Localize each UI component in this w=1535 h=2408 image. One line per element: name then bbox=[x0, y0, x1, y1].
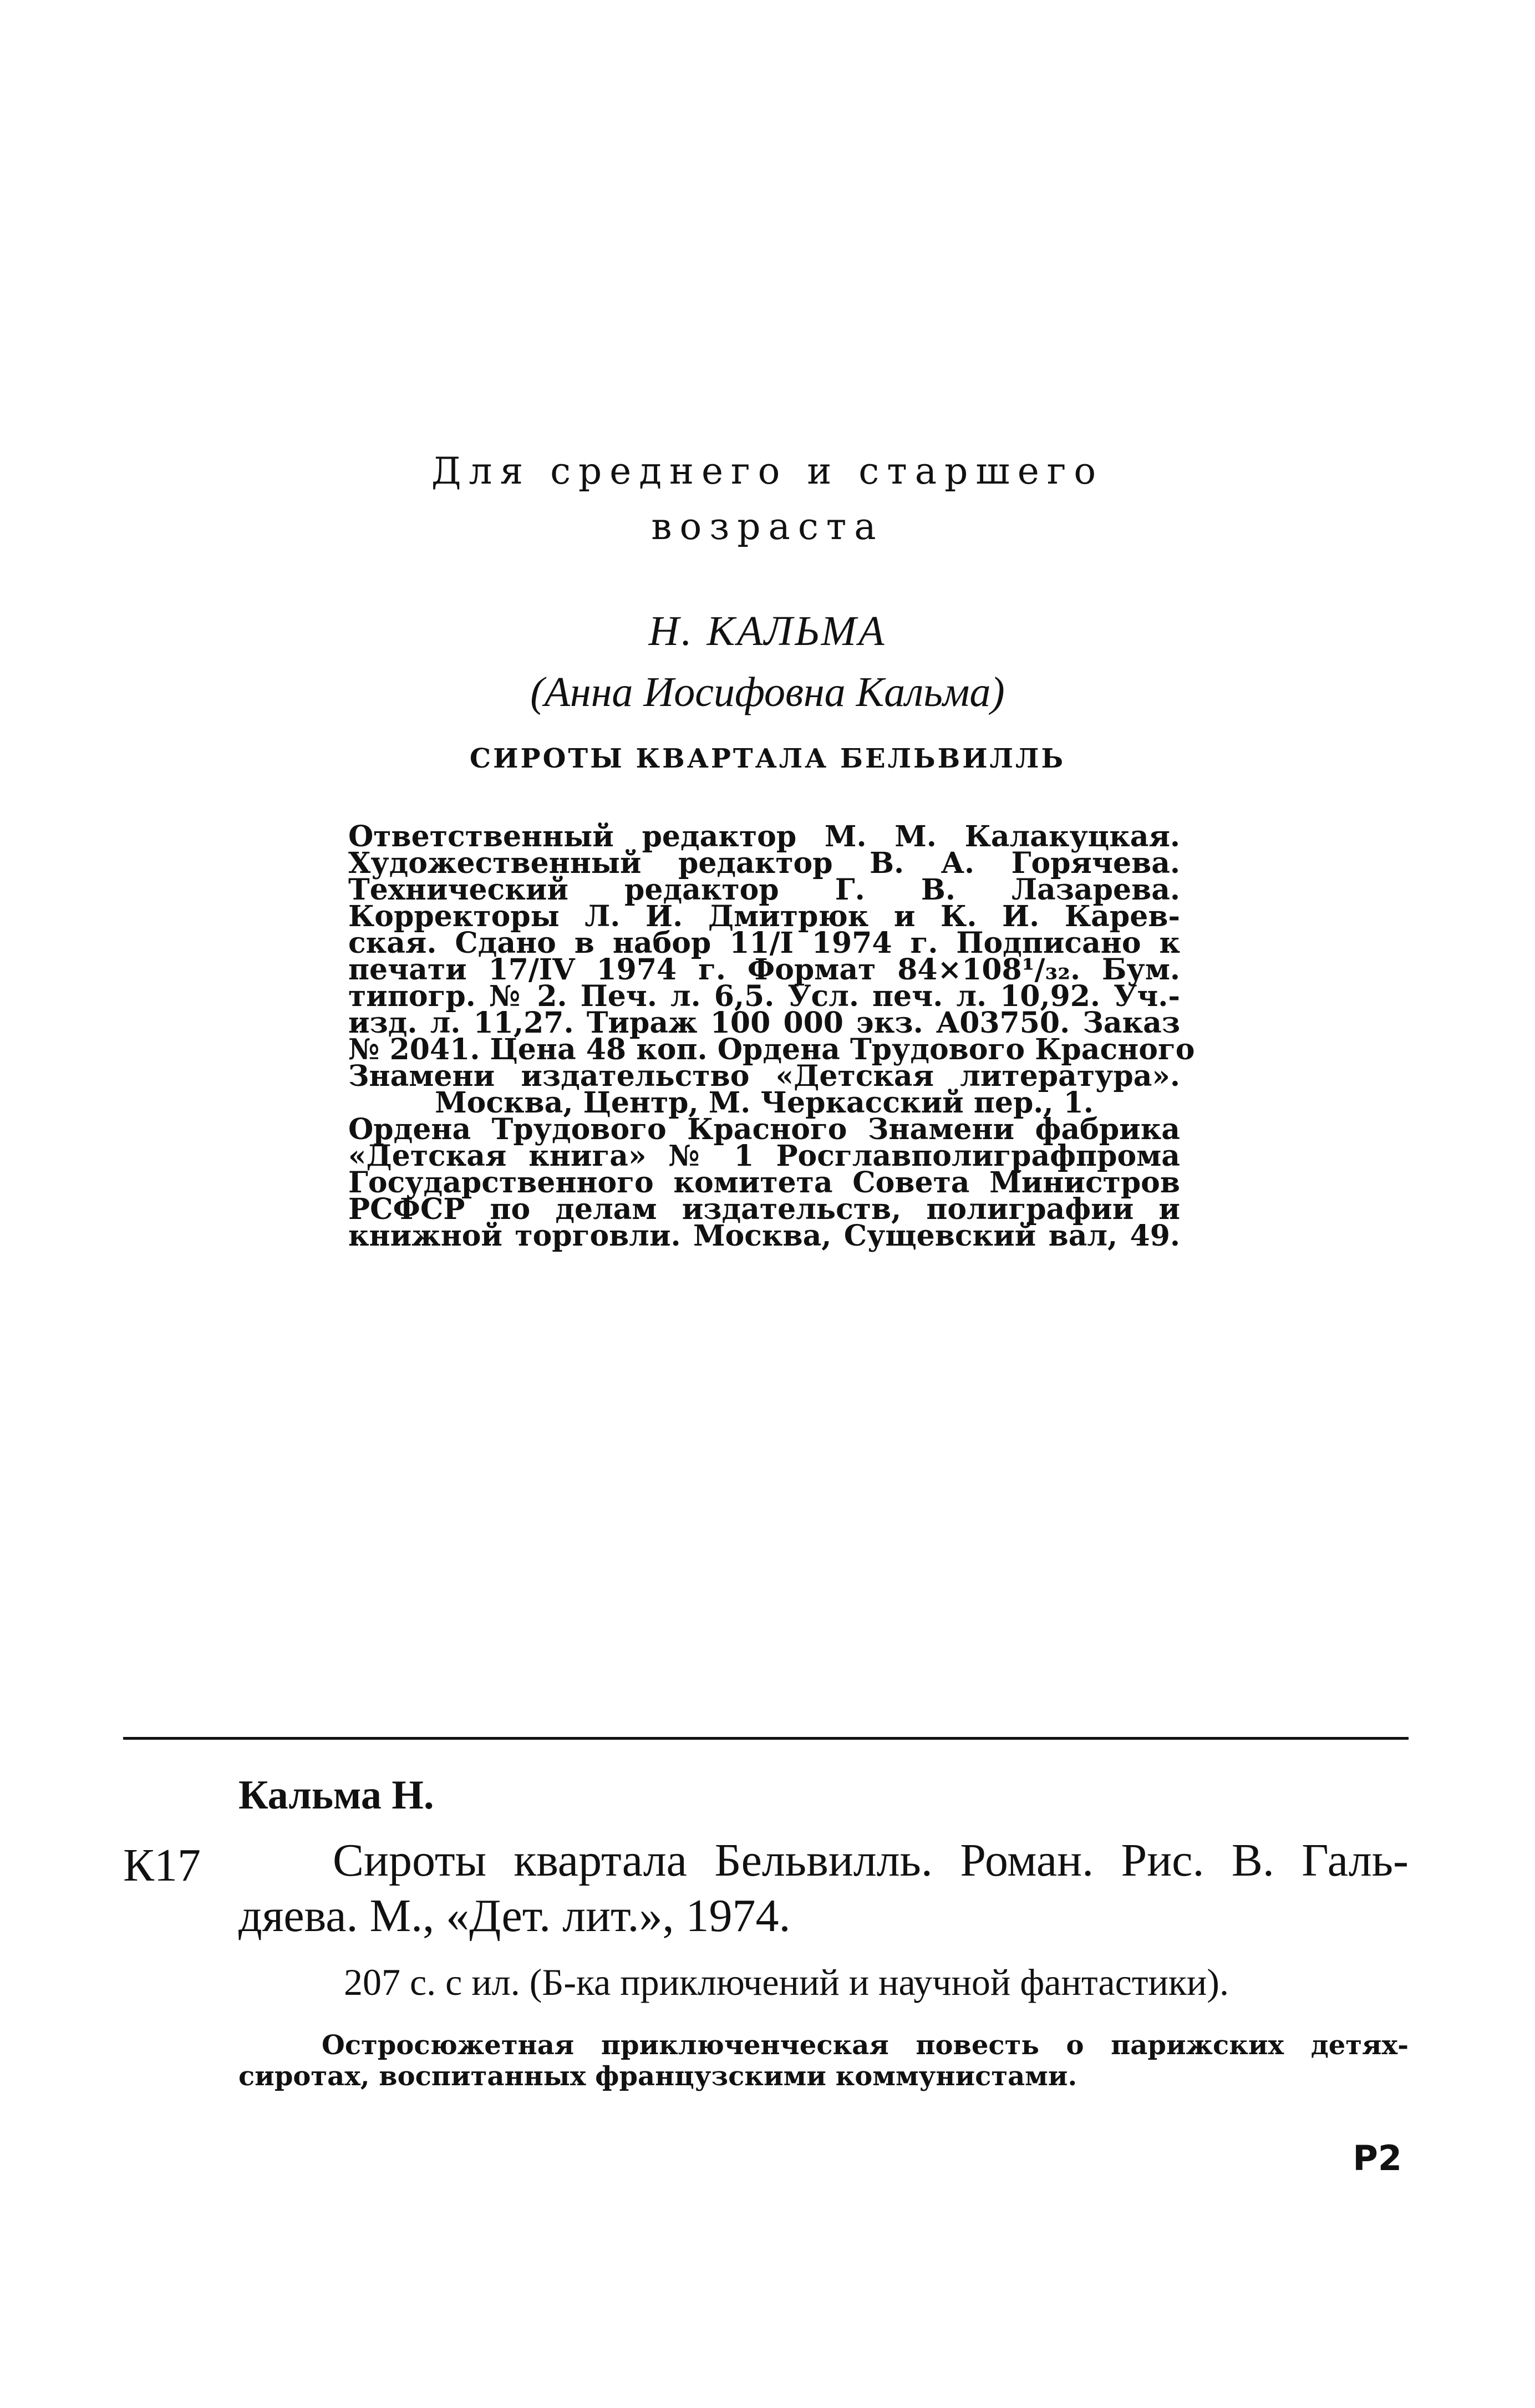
catalog-annotation-line-2: сиротах, воспитанных французскими коммунистами. bbox=[238, 2061, 1077, 2092]
imprint-line: Ответственный редактор М. М. Калакуцкая. bbox=[348, 820, 1180, 854]
catalog-description-line-2: дяева. М., «Дет. лит.», 1974. bbox=[238, 1890, 791, 1942]
imprint-line: Москва, Центр, М. Черкасский пер., 1. bbox=[435, 1086, 1094, 1120]
catalog-card-divider bbox=[123, 1737, 1409, 1740]
audience-note bbox=[0, 444, 1535, 555]
imprint-block bbox=[348, 820, 1195, 1253]
imprint-line: ская. Сдано в набор 11/I 1974 г. Подписано к bbox=[348, 926, 1180, 960]
imprint-line: РСФСР по делам издательств, полиграфии и bbox=[348, 1192, 1180, 1226]
imprint-line: Государственного комитета Совета Министров bbox=[348, 1166, 1180, 1200]
imprint-line: печати 17/IV 1974 г. Формат 84×108¹/₃₂. Бум. bbox=[348, 953, 1180, 987]
audience-line-2: возраста bbox=[651, 505, 884, 548]
catalog-description-line-1: Сироты квартала Бельвилль. Роман. Рис. В. Галь- bbox=[333, 1835, 1409, 1886]
imprint-line: Технический редактор Г. В. Лазарева. bbox=[348, 873, 1180, 907]
imprint-line: Знамени издательство «Детская литература». bbox=[348, 1059, 1180, 1093]
imprint-line: «Детская книга» № 1 Росглавполиграфпрома bbox=[348, 1139, 1180, 1173]
imprint-line: Ордена Трудового Красного Знамени фабрика bbox=[348, 1112, 1180, 1146]
book-title: СИРОТЫ КВАРТАЛА БЕЛЬВИЛЛЬ bbox=[469, 743, 1066, 774]
imprint-line: типогр. № 2. Печ. л. 6,5. Усл. печ. л. 10,92. Уч.- bbox=[348, 979, 1180, 1013]
imprint-line: № 2041. Цена 48 коп. Ордена Трудового Красного bbox=[348, 1033, 1195, 1066]
catalog-pages: 207 с. с ил. (Б-ка приключений и научной фантастики). bbox=[344, 1961, 1229, 2003]
catalog-author: Кальма Н. bbox=[238, 1772, 434, 1818]
author-short: Н. КАЛЬМА bbox=[648, 608, 887, 654]
catalog-description bbox=[238, 1833, 1409, 1944]
imprint-line: книжной торговли. Москва, Сущевский вал, 49. bbox=[348, 1219, 1180, 1253]
catalog-code: К17 bbox=[123, 1840, 201, 1891]
imprint-line: Художественный редактор В. А. Горячева. bbox=[348, 846, 1180, 880]
author-full-name: (Анна Иосифовна Кальма) bbox=[530, 669, 1005, 715]
audience-line-1: Для среднего и старшего bbox=[431, 450, 1104, 492]
catalog-annotation-line-1: Остросюжетная приключенческая повесть о парижских детях- bbox=[322, 2030, 1409, 2061]
imprint-line: Корректоры Л. И. Дмитрюк и К. И. Карев- bbox=[348, 900, 1180, 933]
catalog-classification: Р2 bbox=[1353, 2138, 1402, 2178]
imprint-line: изд. л. 11,27. Тираж 100 000 экз. А03750. Заказ bbox=[348, 1006, 1180, 1040]
catalog-annotation bbox=[238, 2030, 1409, 2092]
